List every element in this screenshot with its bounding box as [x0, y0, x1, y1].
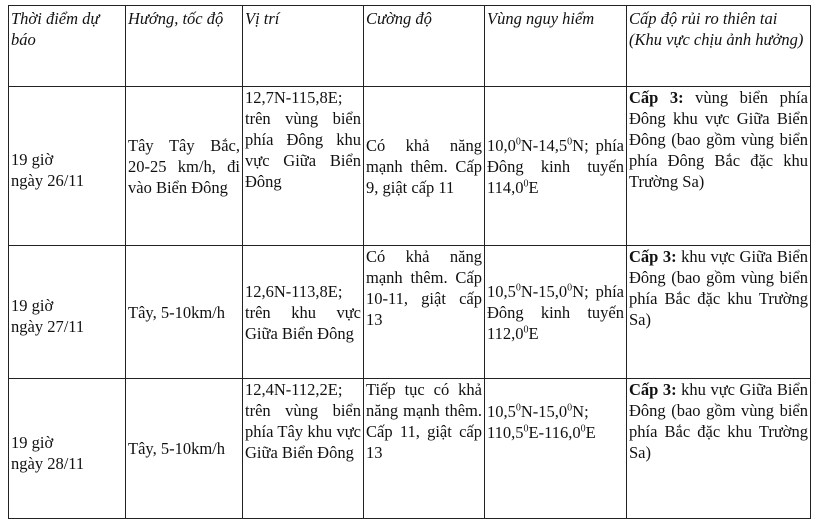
table-row: [9, 246, 811, 379]
header-direction-speed: Hướng, tốc độ: [126, 6, 243, 87]
header-danger-zone: Vùng nguy hiểm: [485, 6, 627, 87]
forecast-time-cell: [9, 379, 126, 519]
risk-level-text: khu vực Giữa Biển Đông (bao gồm vùng biển phía Bắc đặc khu Trường Sa): [629, 247, 808, 329]
risk-level-text: khu vực Giữa Biển Đông (bao gồm vùng biển phía Bắc đặc khu Trường Sa): [629, 380, 808, 462]
storm-forecast-table: [8, 5, 811, 519]
risk-level-cell: [627, 87, 811, 246]
risk-level-label: Cấp 3:: [629, 88, 684, 107]
intensity-cell: Có khả năng mạnh thêm. Cấp 10-11, giật cấp 13: [364, 246, 485, 379]
direction-cell: Tây, 5-10km/h: [126, 246, 243, 379]
position-cell: 12,4N-112,2E; trên vùng biển phía Tây khu vực Giữa Biển Đông: [243, 379, 364, 519]
forecast-time-cell: [9, 87, 126, 246]
forecast-time-date: ngày 28/11: [11, 453, 85, 473]
risk-level-label: Cấp 3:: [629, 380, 677, 399]
forecast-time-hour: 19 giờ: [11, 432, 54, 452]
danger-zone-cell: 10,5$^0$N-15,0$^0$N; 110,5$^0$E-116,0$^0$E: [485, 379, 627, 519]
risk-level-cell: [627, 246, 811, 379]
intensity-cell: Tiếp tục có khả năng mạnh thêm. Cấp 11, giật cấp 13: [364, 379, 485, 519]
table-header-row: [9, 6, 811, 87]
intensity-cell: Có khả năng mạnh thêm. Cấp 9, giật cấp 11: [364, 87, 485, 246]
table-row: [9, 379, 811, 519]
header-position: Vị trí: [243, 6, 364, 87]
forecast-time-hour: 19 giờ: [11, 150, 54, 169]
direction-cell: Tây, 5-10km/h: [126, 379, 243, 519]
header-forecast-time: Thời điểm dự báo: [9, 6, 126, 87]
forecast-time-date: ngày 27/11: [11, 317, 85, 336]
risk-level-text: vùng biển phía Đông khu vực Giữa Biển Đông (bao gồm vùng biển phía Đông Bắc đặc khu Trường Sa): [629, 88, 808, 191]
danger-zone-cell: 10,0$^0$N-14,5$^0$N; phía Đông kinh tuyến 114,0$^0$E: [485, 87, 627, 246]
forecast-table-wrapper: [8, 5, 811, 519]
risk-level-cell: [627, 379, 811, 519]
position-cell: 12,7N-115,8E; trên vùng biển phía Đông khu vực Giữa Biển Đông: [243, 87, 364, 246]
forecast-time-cell: [9, 246, 126, 379]
header-intensity: Cường độ: [364, 6, 485, 87]
direction-cell: Tây Tây Bắc, 20-25 km/h, đi vào Biển Đông: [126, 87, 243, 246]
position-cell: 12,6N-113,8E; trên khu vực Giữa Biển Đông: [243, 246, 364, 379]
table-row: [9, 87, 811, 246]
forecast-time-date: ngày 26/11: [11, 171, 85, 190]
header-risk-level: Cấp độ rủi ro thiên tai (Khu vực chịu ảnh hưởng): [627, 6, 811, 87]
danger-zone-cell: 10,5$^0$N-15,0$^0$N; phía Đông kinh tuyến 112,0$^0$E: [485, 246, 627, 379]
risk-level-label: Cấp 3:: [629, 247, 677, 266]
forecast-time-hour: 19 giờ: [11, 296, 54, 315]
